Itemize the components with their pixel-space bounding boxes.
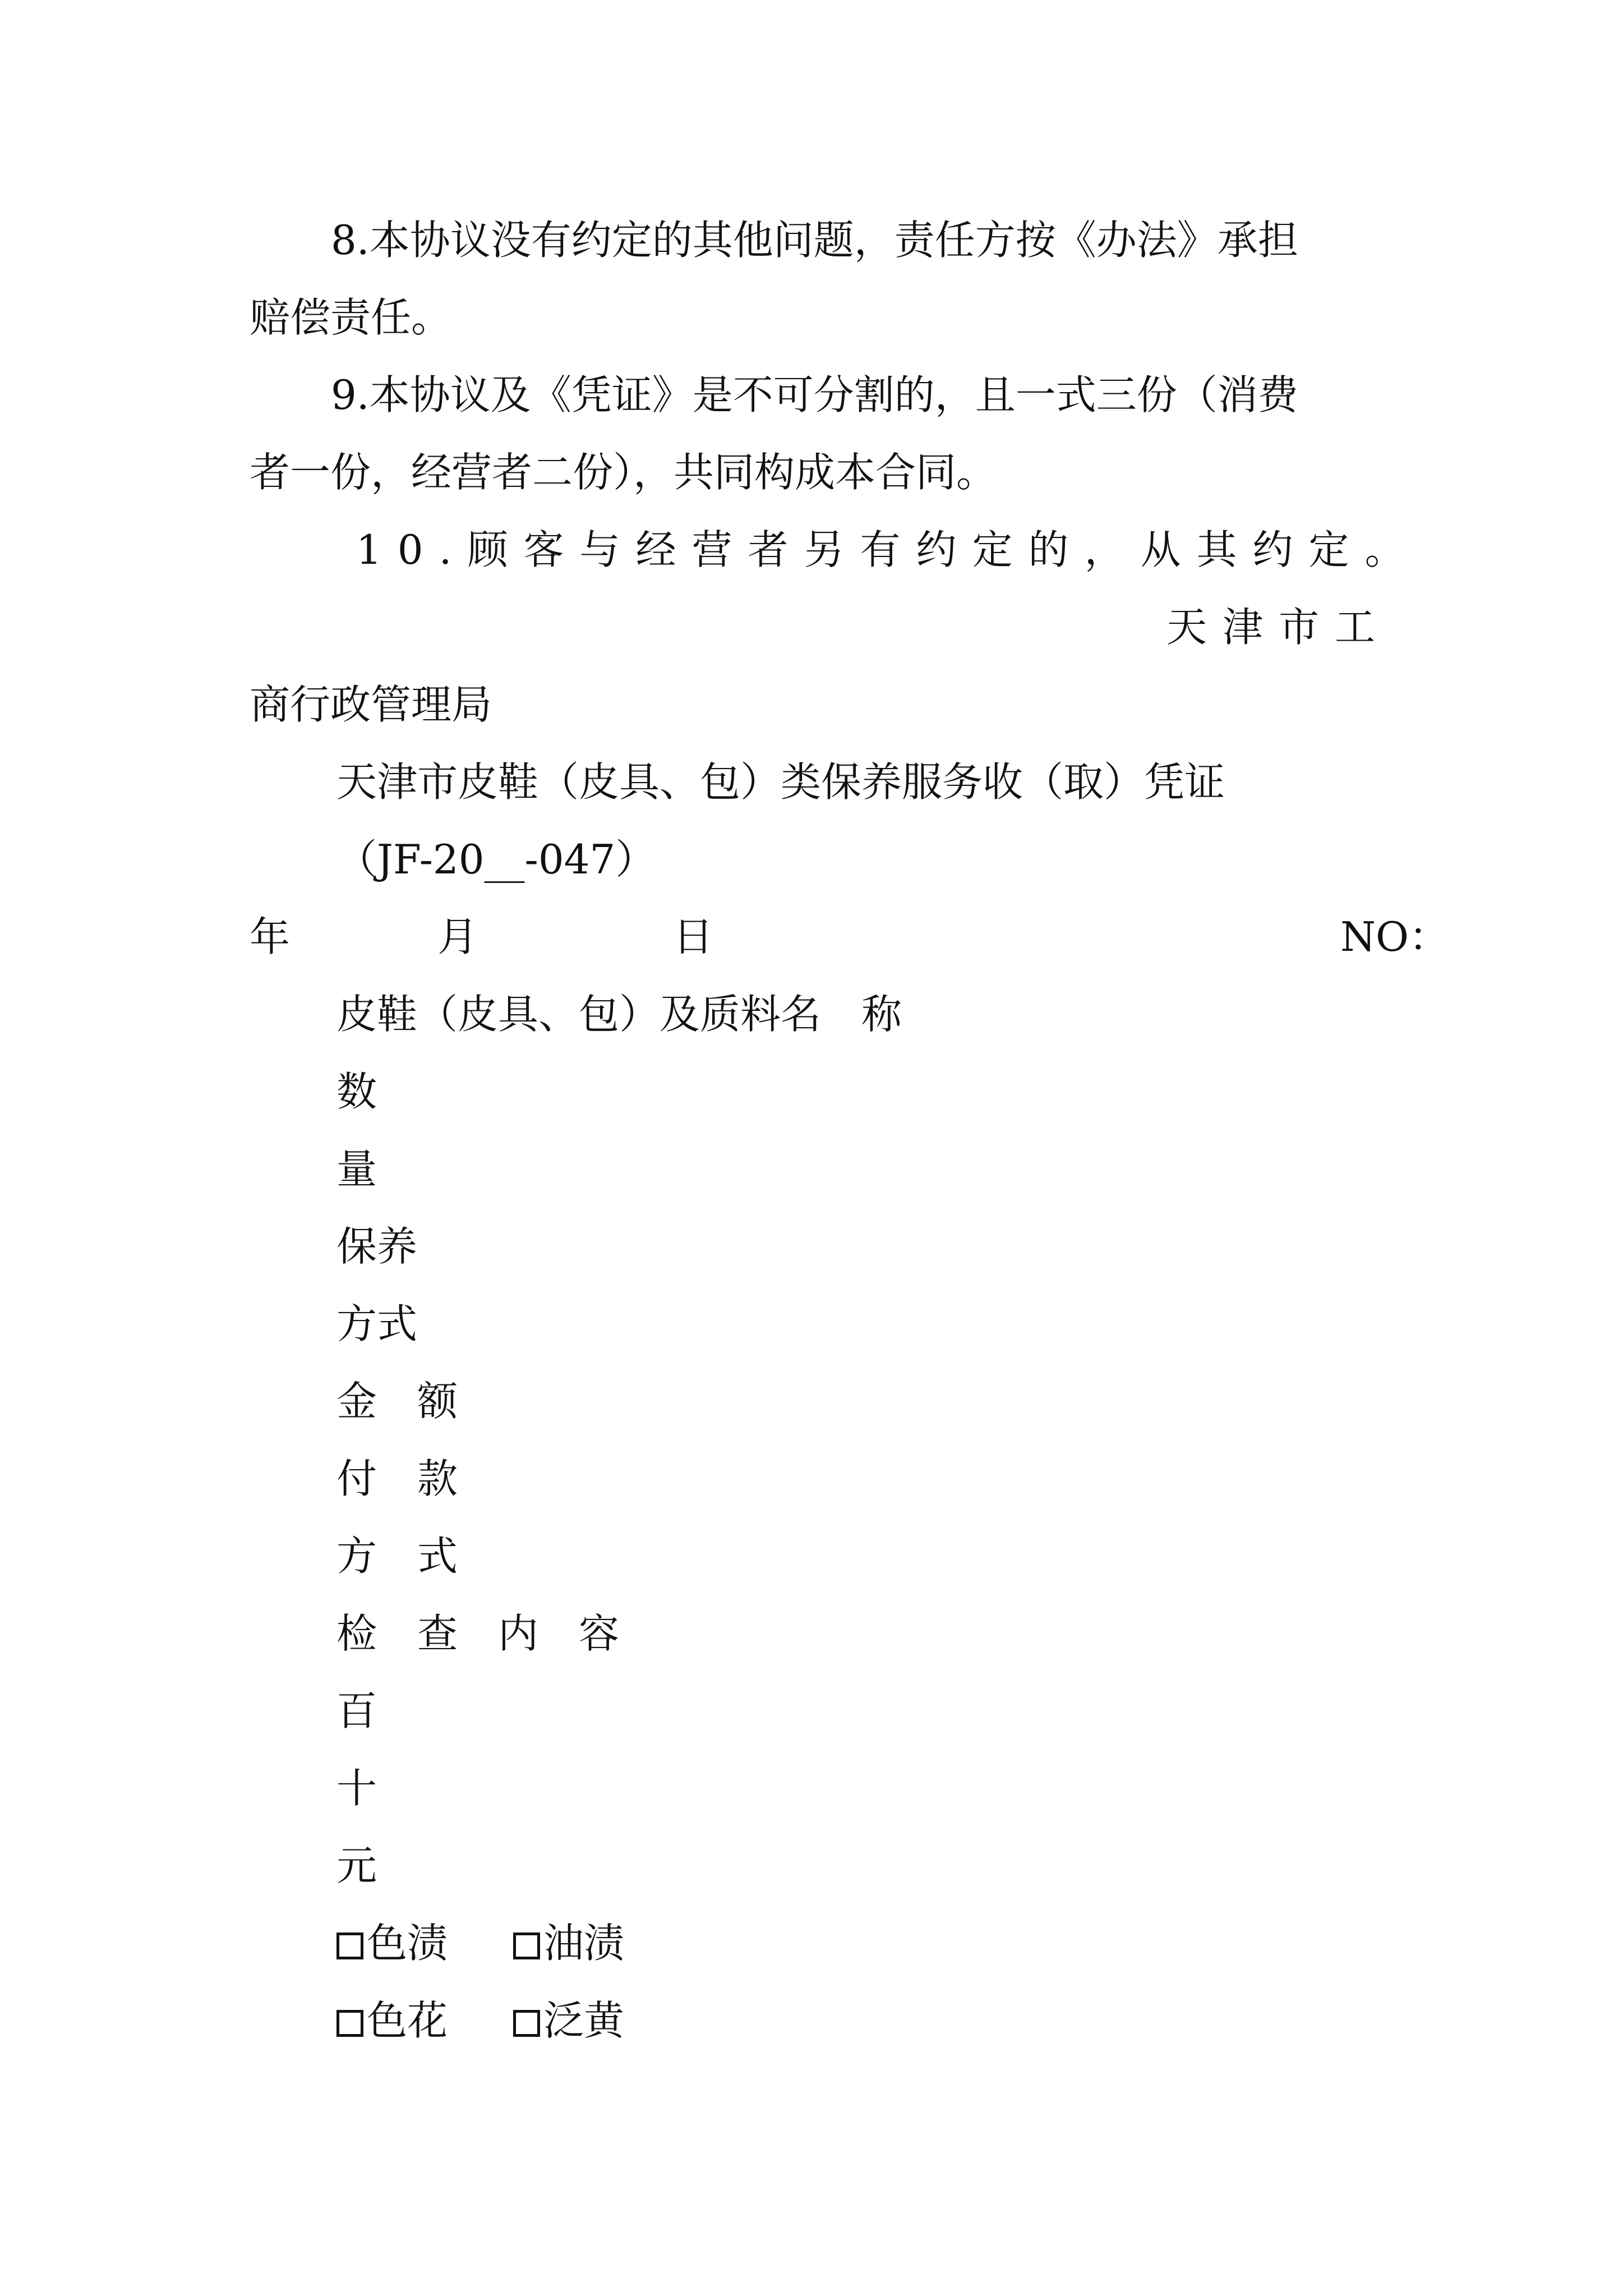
voucher-number-label: NO： xyxy=(1340,913,1450,960)
amount-label: 金 额 xyxy=(336,1378,458,1425)
date-year-label: 年 xyxy=(250,913,291,960)
checkbox-box[interactable] xyxy=(513,2010,540,2037)
voucher-code: （JF-20__-047） xyxy=(336,836,656,883)
care-method-label-1: 保养 xyxy=(336,1223,418,1270)
unit-ten-label: 十 xyxy=(336,1765,377,1812)
inspection-label: 检 查 内 容 xyxy=(336,1610,620,1657)
checkbox-label: 色花 xyxy=(367,1997,448,2044)
checkbox-label: 色渍 xyxy=(367,1920,448,1967)
checkbox-yellowing[interactable] xyxy=(513,1994,624,2047)
clause-8-line-2: 赔偿责任。 xyxy=(250,294,452,341)
unit-yuan-label: 元 xyxy=(336,1842,377,1889)
date-month-label: 月 xyxy=(437,913,478,960)
quantity-label-2: 量 xyxy=(336,1145,377,1193)
checkbox-box[interactable] xyxy=(513,1932,540,1959)
clause-9-line-1: 9.本协议及《凭证》是不可分割的，且一式三份（消费 xyxy=(331,371,1298,418)
care-method-label-2: 方式 xyxy=(336,1300,418,1347)
issuer-line-1: 天津市工 xyxy=(1166,604,1391,651)
payment-label-1: 付 款 xyxy=(336,1455,458,1502)
checkbox-label: 泛黄 xyxy=(543,1997,625,2044)
clause-8-line-1: 8.本协议没有约定的其他问题，责任方按《办法》承担 xyxy=(331,217,1298,264)
clause-10: 10.顾客与经营者另有约定的，从其约定。 xyxy=(356,526,1421,573)
checkbox-box[interactable] xyxy=(336,1932,363,1959)
checkbox-color-stain[interactable] xyxy=(336,1916,448,1970)
date-day-label: 日 xyxy=(673,913,714,960)
payment-label-2: 方 式 xyxy=(336,1533,458,1580)
checkbox-box[interactable] xyxy=(336,2010,363,2037)
checkbox-color-fade[interactable] xyxy=(336,1994,448,2047)
quantity-label-1: 数 xyxy=(336,1068,377,1115)
clause-9-line-2: 者一份，经营者二份），共同构成本合同。 xyxy=(250,449,997,496)
unit-hundred-label: 百 xyxy=(336,1687,377,1734)
checkbox-label: 油渍 xyxy=(543,1920,625,1967)
voucher-title: 天津市皮鞋（皮具、包）类保养服务收（取）凭证 xyxy=(336,758,1225,806)
issuer-line-2: 商行政管理局 xyxy=(250,681,492,728)
checkbox-oil-stain[interactable] xyxy=(513,1916,624,1970)
item-name-label: 皮鞋（皮具、包）及质料名 称 xyxy=(336,991,902,1038)
